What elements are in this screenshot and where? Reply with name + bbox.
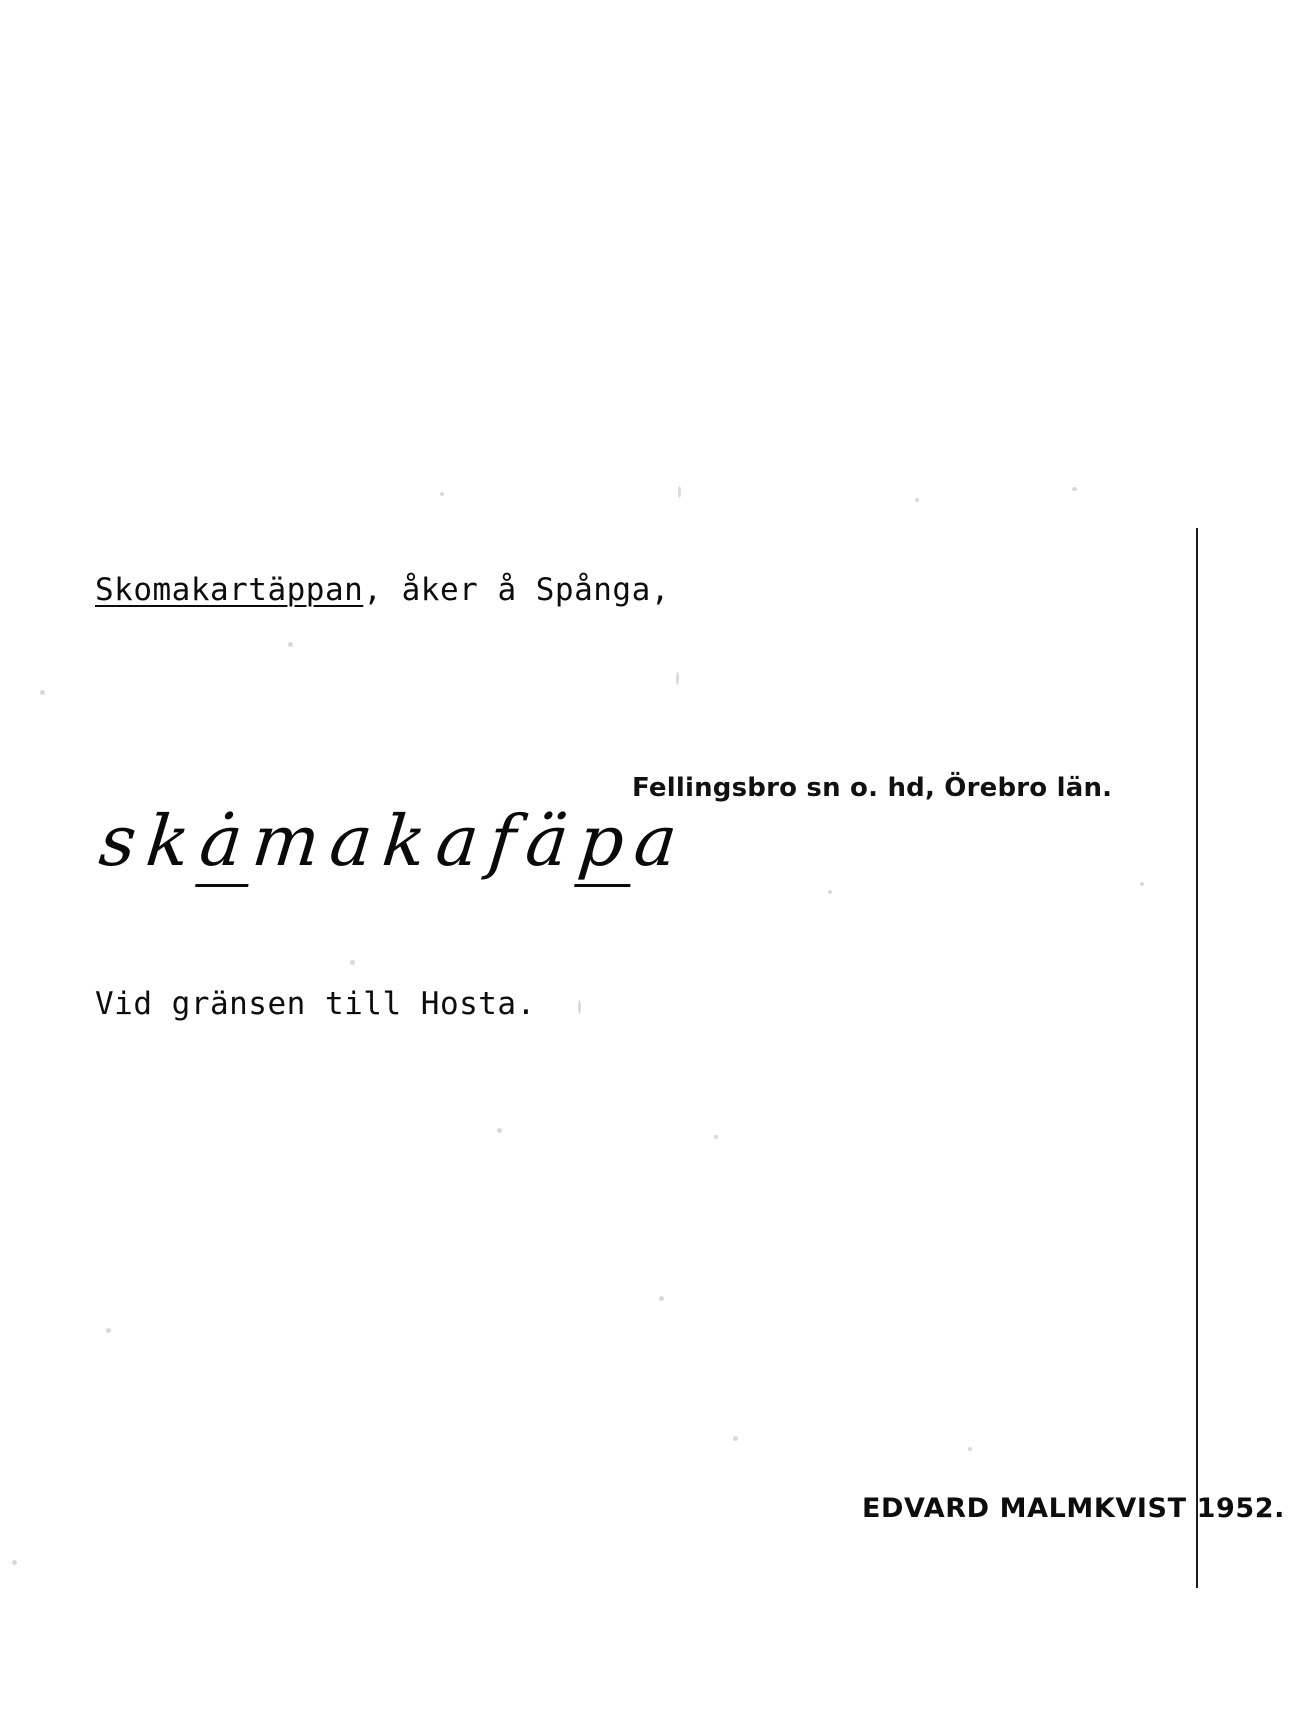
- scan-speck: [578, 1000, 581, 1014]
- scan-speck: [733, 1436, 738, 1441]
- headword-line: [95, 572, 670, 608]
- scan-speck: [1072, 487, 1077, 491]
- phonetic-part-5: p: [574, 800, 639, 887]
- scan-speck: [678, 486, 681, 498]
- scan-speck: [350, 960, 355, 965]
- scan-speck: [714, 1135, 718, 1139]
- phonetic-part-3: makaf: [248, 800, 531, 882]
- scan-speck: [440, 492, 444, 496]
- phonetic-part-2: ȧ: [196, 800, 258, 887]
- note-line: Vid gränsen till Hosta.: [95, 986, 536, 1022]
- scan-speck: [915, 498, 919, 502]
- phonetic-part-4: ä: [521, 800, 584, 882]
- scan-speck: [106, 1328, 111, 1333]
- scan-speck: [659, 1296, 664, 1301]
- headword-term: Skomakartäppan: [95, 572, 364, 608]
- scan-speck: [40, 690, 45, 695]
- scan-speck: [288, 642, 293, 647]
- scan-speck: [497, 1128, 502, 1133]
- headword-rest: , åker å Spånga,: [363, 572, 670, 608]
- phonetic-part-1: sk: [95, 800, 205, 882]
- scan-speck: [1140, 882, 1144, 886]
- card-edge-rule: [1196, 528, 1198, 1588]
- scan-speck: [968, 1447, 972, 1451]
- phonetic-transcription: [96, 800, 692, 882]
- scan-speck: [12, 1560, 17, 1565]
- parish-county-line: Fellingsbro sn o. hd, Örebro län.: [632, 773, 1113, 803]
- scan-speck: [676, 672, 679, 685]
- collector-credit: EDVARD MALMKVIST 1952.: [862, 1493, 1285, 1524]
- phonetic-part-6: a: [630, 800, 692, 882]
- scan-speck: [828, 890, 832, 894]
